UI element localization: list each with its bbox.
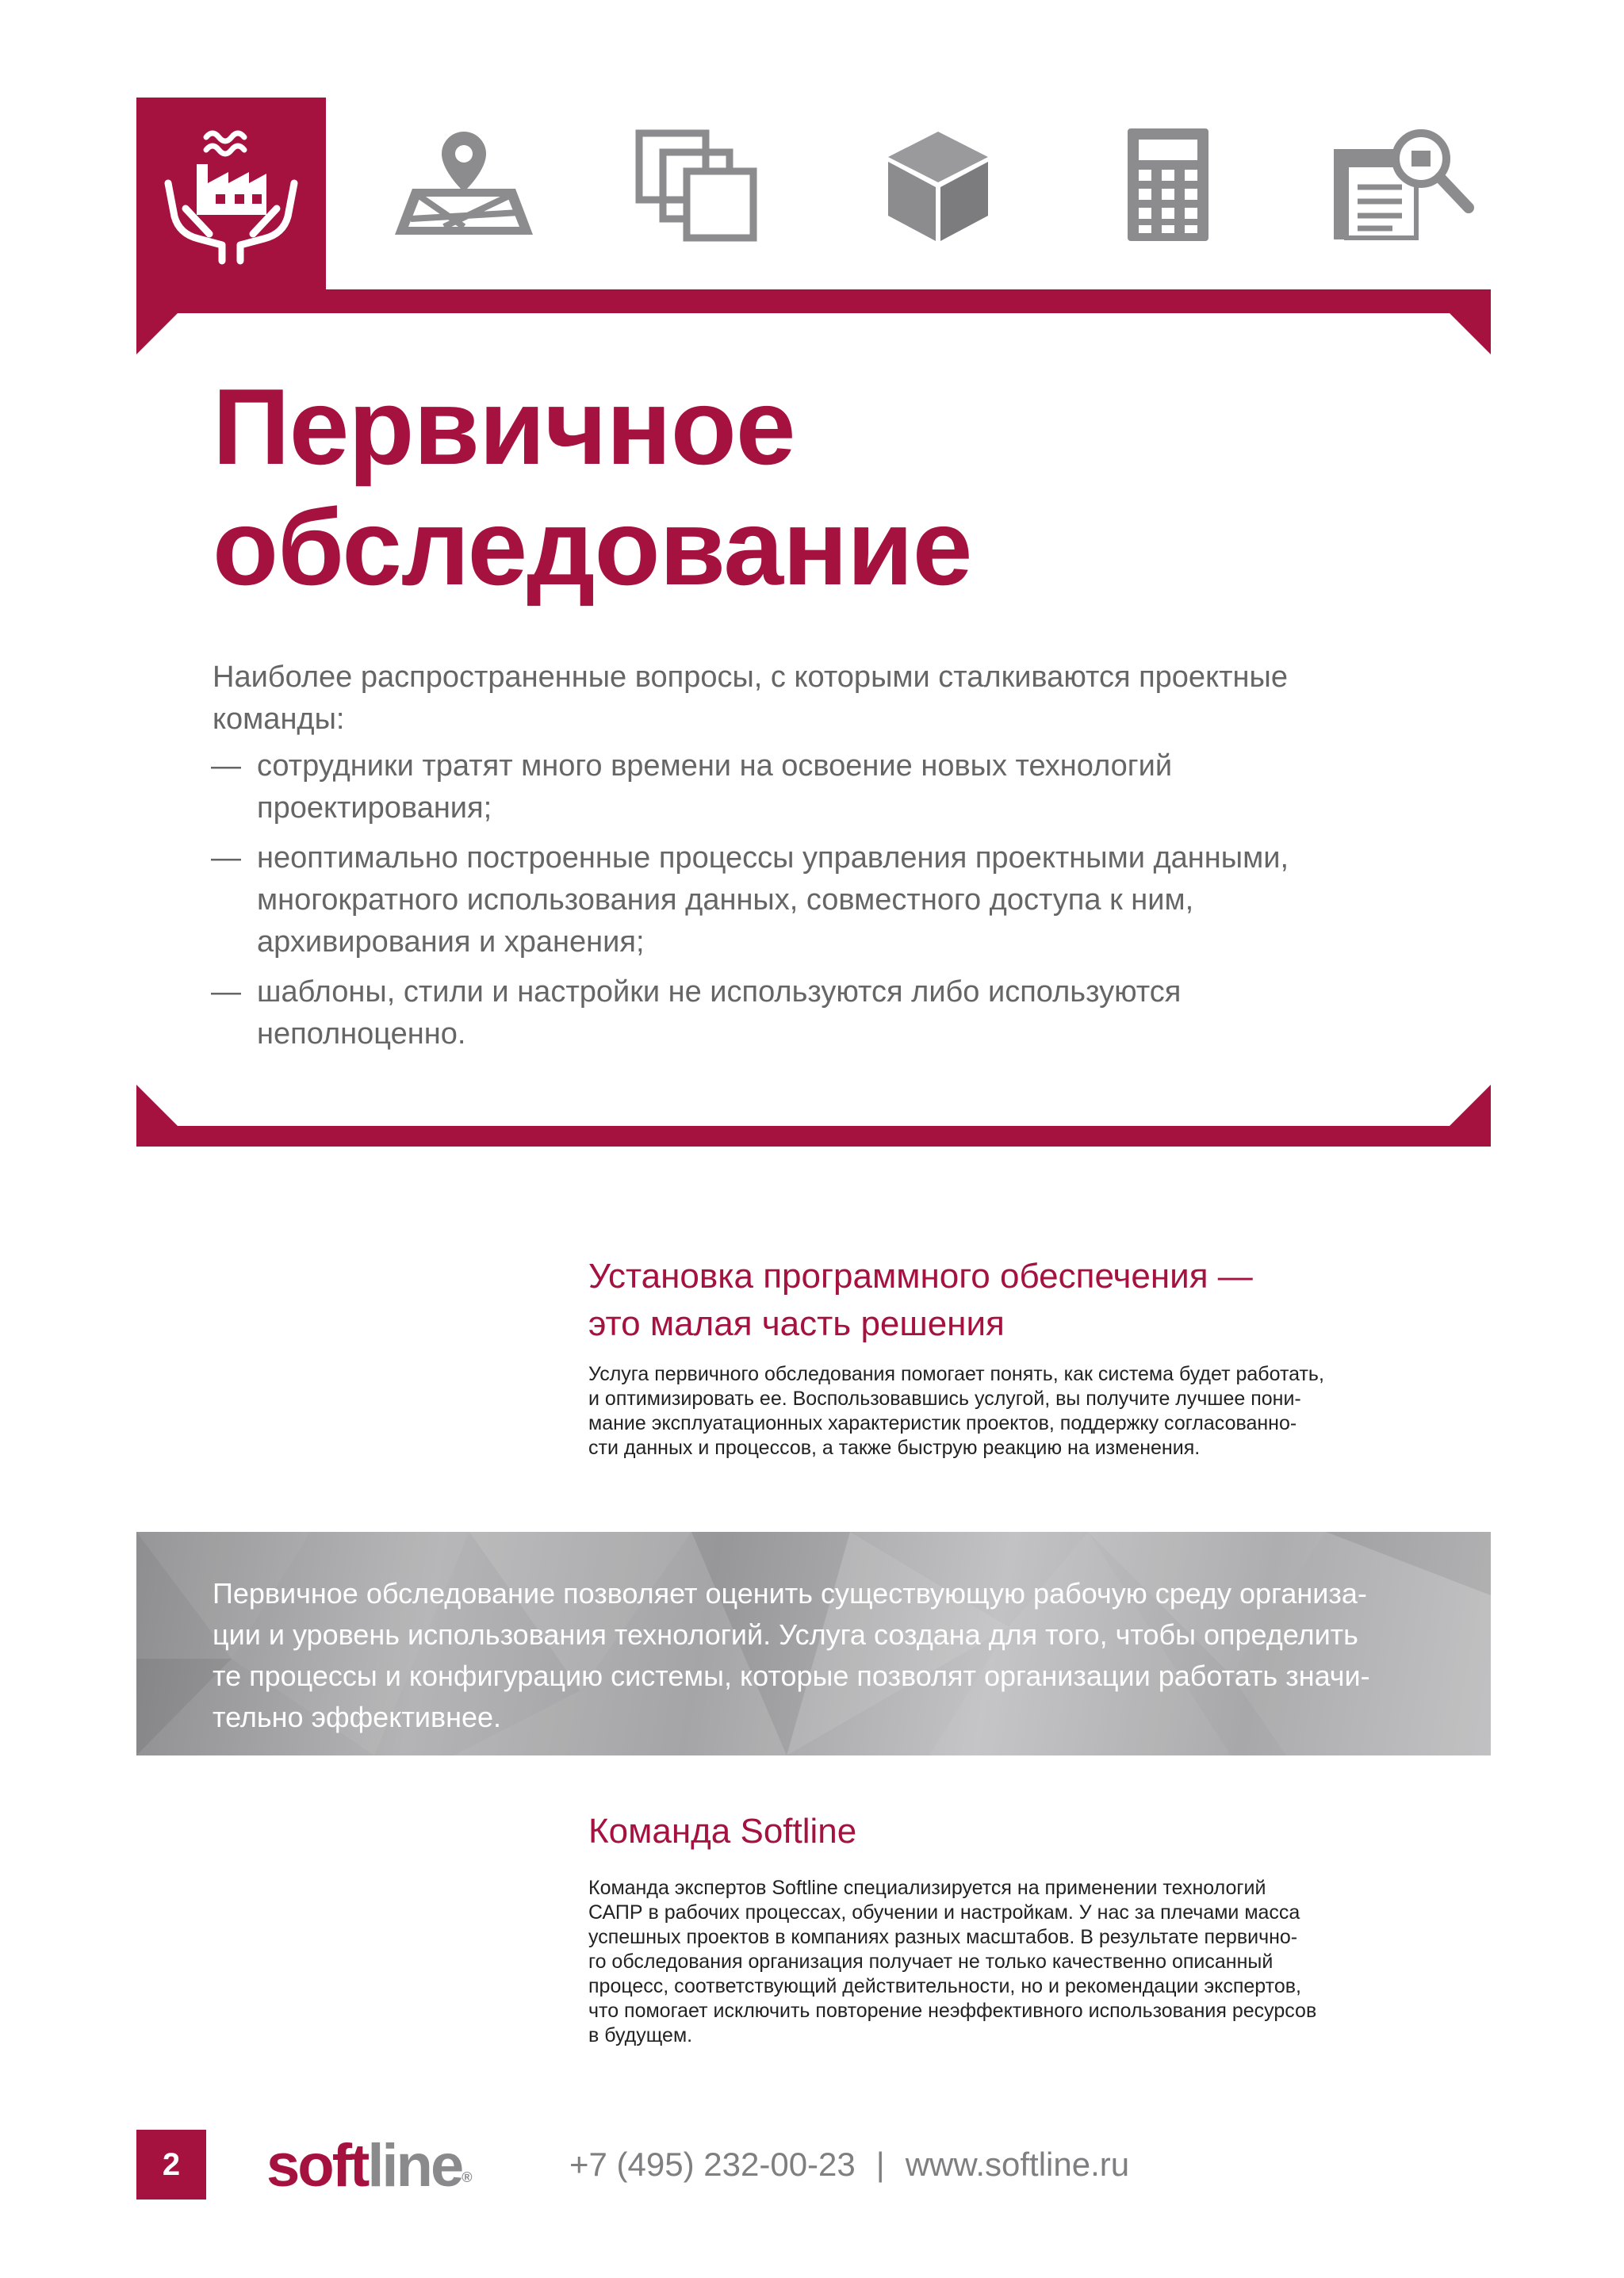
list-item-line: многократного использования данных, совместного доступа к ним, (257, 883, 1194, 917)
active-icon-tab (136, 98, 326, 289)
section-heading-line: это малая часть решения (588, 1304, 1005, 1343)
section-body-team (588, 1876, 1453, 2048)
copies-icon (631, 125, 766, 244)
body-line: что помогает исключить повторение неэффективного использования ресурсов (588, 2000, 1317, 2022)
cube-icon (879, 125, 998, 244)
issue-list (213, 745, 1418, 1055)
top-frame-corner-right (1450, 313, 1491, 354)
body-line: процесс, соответствующий действительности, но и рекомендации экспертов, (588, 1975, 1301, 1997)
phone-number[interactable]: +7 (495) 232-00-23 (569, 2146, 856, 2183)
band-line: Первичное обследование позволяет оценить существующую рабочую среду организа- (213, 1577, 1367, 1610)
highlight-band (136, 1532, 1491, 1755)
body-line: сти данных и процессов, а также быструю реакцию на изменения. (588, 1437, 1201, 1459)
intro-lead: Наиболее распространенные вопросы, с которыми сталкиваются проектные команды: (213, 660, 1288, 736)
band-line: ции и уровень использования технологий. Услуга создана для того, чтобы определить (213, 1618, 1358, 1651)
page-number: 2 (136, 2130, 206, 2200)
document-search-icon (1329, 125, 1477, 244)
list-dash: — (211, 975, 241, 1009)
intro-block (213, 657, 1418, 1063)
list-item (213, 971, 1418, 1055)
footer-contacts (569, 2141, 1129, 2188)
body-line: мание эксплуатационных характеристик проектов, поддержку согласованно- (588, 1412, 1297, 1434)
list-item-line: сотрудники тратят много времени на освоение новых технологий (257, 749, 1173, 783)
list-item-line: неполноценно. (257, 1017, 466, 1051)
page-title-line: Первичное (213, 366, 795, 487)
band-text (213, 1573, 1450, 1738)
footer-separator: | (875, 2146, 885, 2183)
list-item-line: шаблоны, стили и настройки не используются либо используются (257, 975, 1182, 1009)
body-line: Услуга первичного обследования помогает понять, как система будет работать, (588, 1363, 1324, 1385)
body-line: Команда экспертов Softline специализируется на применении технологий (588, 1877, 1266, 1899)
section-body-software (588, 1362, 1453, 1461)
map-pin-icon (389, 125, 539, 244)
list-item-line: проектирования; (257, 791, 492, 825)
top-frame-corner-left (136, 313, 178, 354)
band-line: тельно эффективнее. (213, 1701, 502, 1733)
list-dash: — (211, 749, 241, 783)
body-line: успешных проектов в компаниях разных масштабов. В результате первично- (588, 1926, 1298, 1948)
bottom-frame-corner-right (1450, 1085, 1491, 1126)
page-title (213, 366, 971, 607)
body-line: го обследования организация получает не только качественно описанный (588, 1951, 1274, 1973)
softline-logo[interactable] (266, 2128, 473, 2204)
body-line: и оптимизировать ее. Воспользовавшись услугой, вы получите лучшее пони- (588, 1388, 1301, 1410)
body-line: САПР в рабочих процессах, обучении и настройкам. У нас за плечами масса (588, 1901, 1300, 1924)
list-item-line: неоптимально построенные процессы управления проектными данными, (257, 841, 1289, 875)
website-link[interactable]: www.softline.ru (905, 2146, 1130, 2183)
list-item-line: архивирования и хранения; (257, 925, 645, 959)
factory-hands-icon (136, 98, 326, 289)
section-heading-line: Установка программного обеспечения — (588, 1257, 1253, 1296)
calculator-icon (1124, 125, 1212, 244)
body-line: в будущем. (588, 2024, 693, 2046)
list-item (213, 745, 1418, 829)
bottom-frame-corner-left (136, 1085, 178, 1126)
registered-mark: ® (462, 2169, 473, 2185)
top-frame-rule (136, 289, 1491, 313)
logo-part-soft: soft (266, 2132, 368, 2200)
page-title-line: обследование (213, 487, 972, 607)
list-item (213, 837, 1418, 963)
band-line: те процессы и конфигурацию системы, которые позволят организации работать значи- (213, 1660, 1370, 1692)
section-heading-software (588, 1253, 1461, 1348)
logo-part-line: line (367, 2132, 462, 2200)
list-dash: — (211, 841, 241, 875)
section-heading-team: Команда Softline (588, 1812, 857, 1851)
bottom-frame-rule (136, 1126, 1491, 1147)
